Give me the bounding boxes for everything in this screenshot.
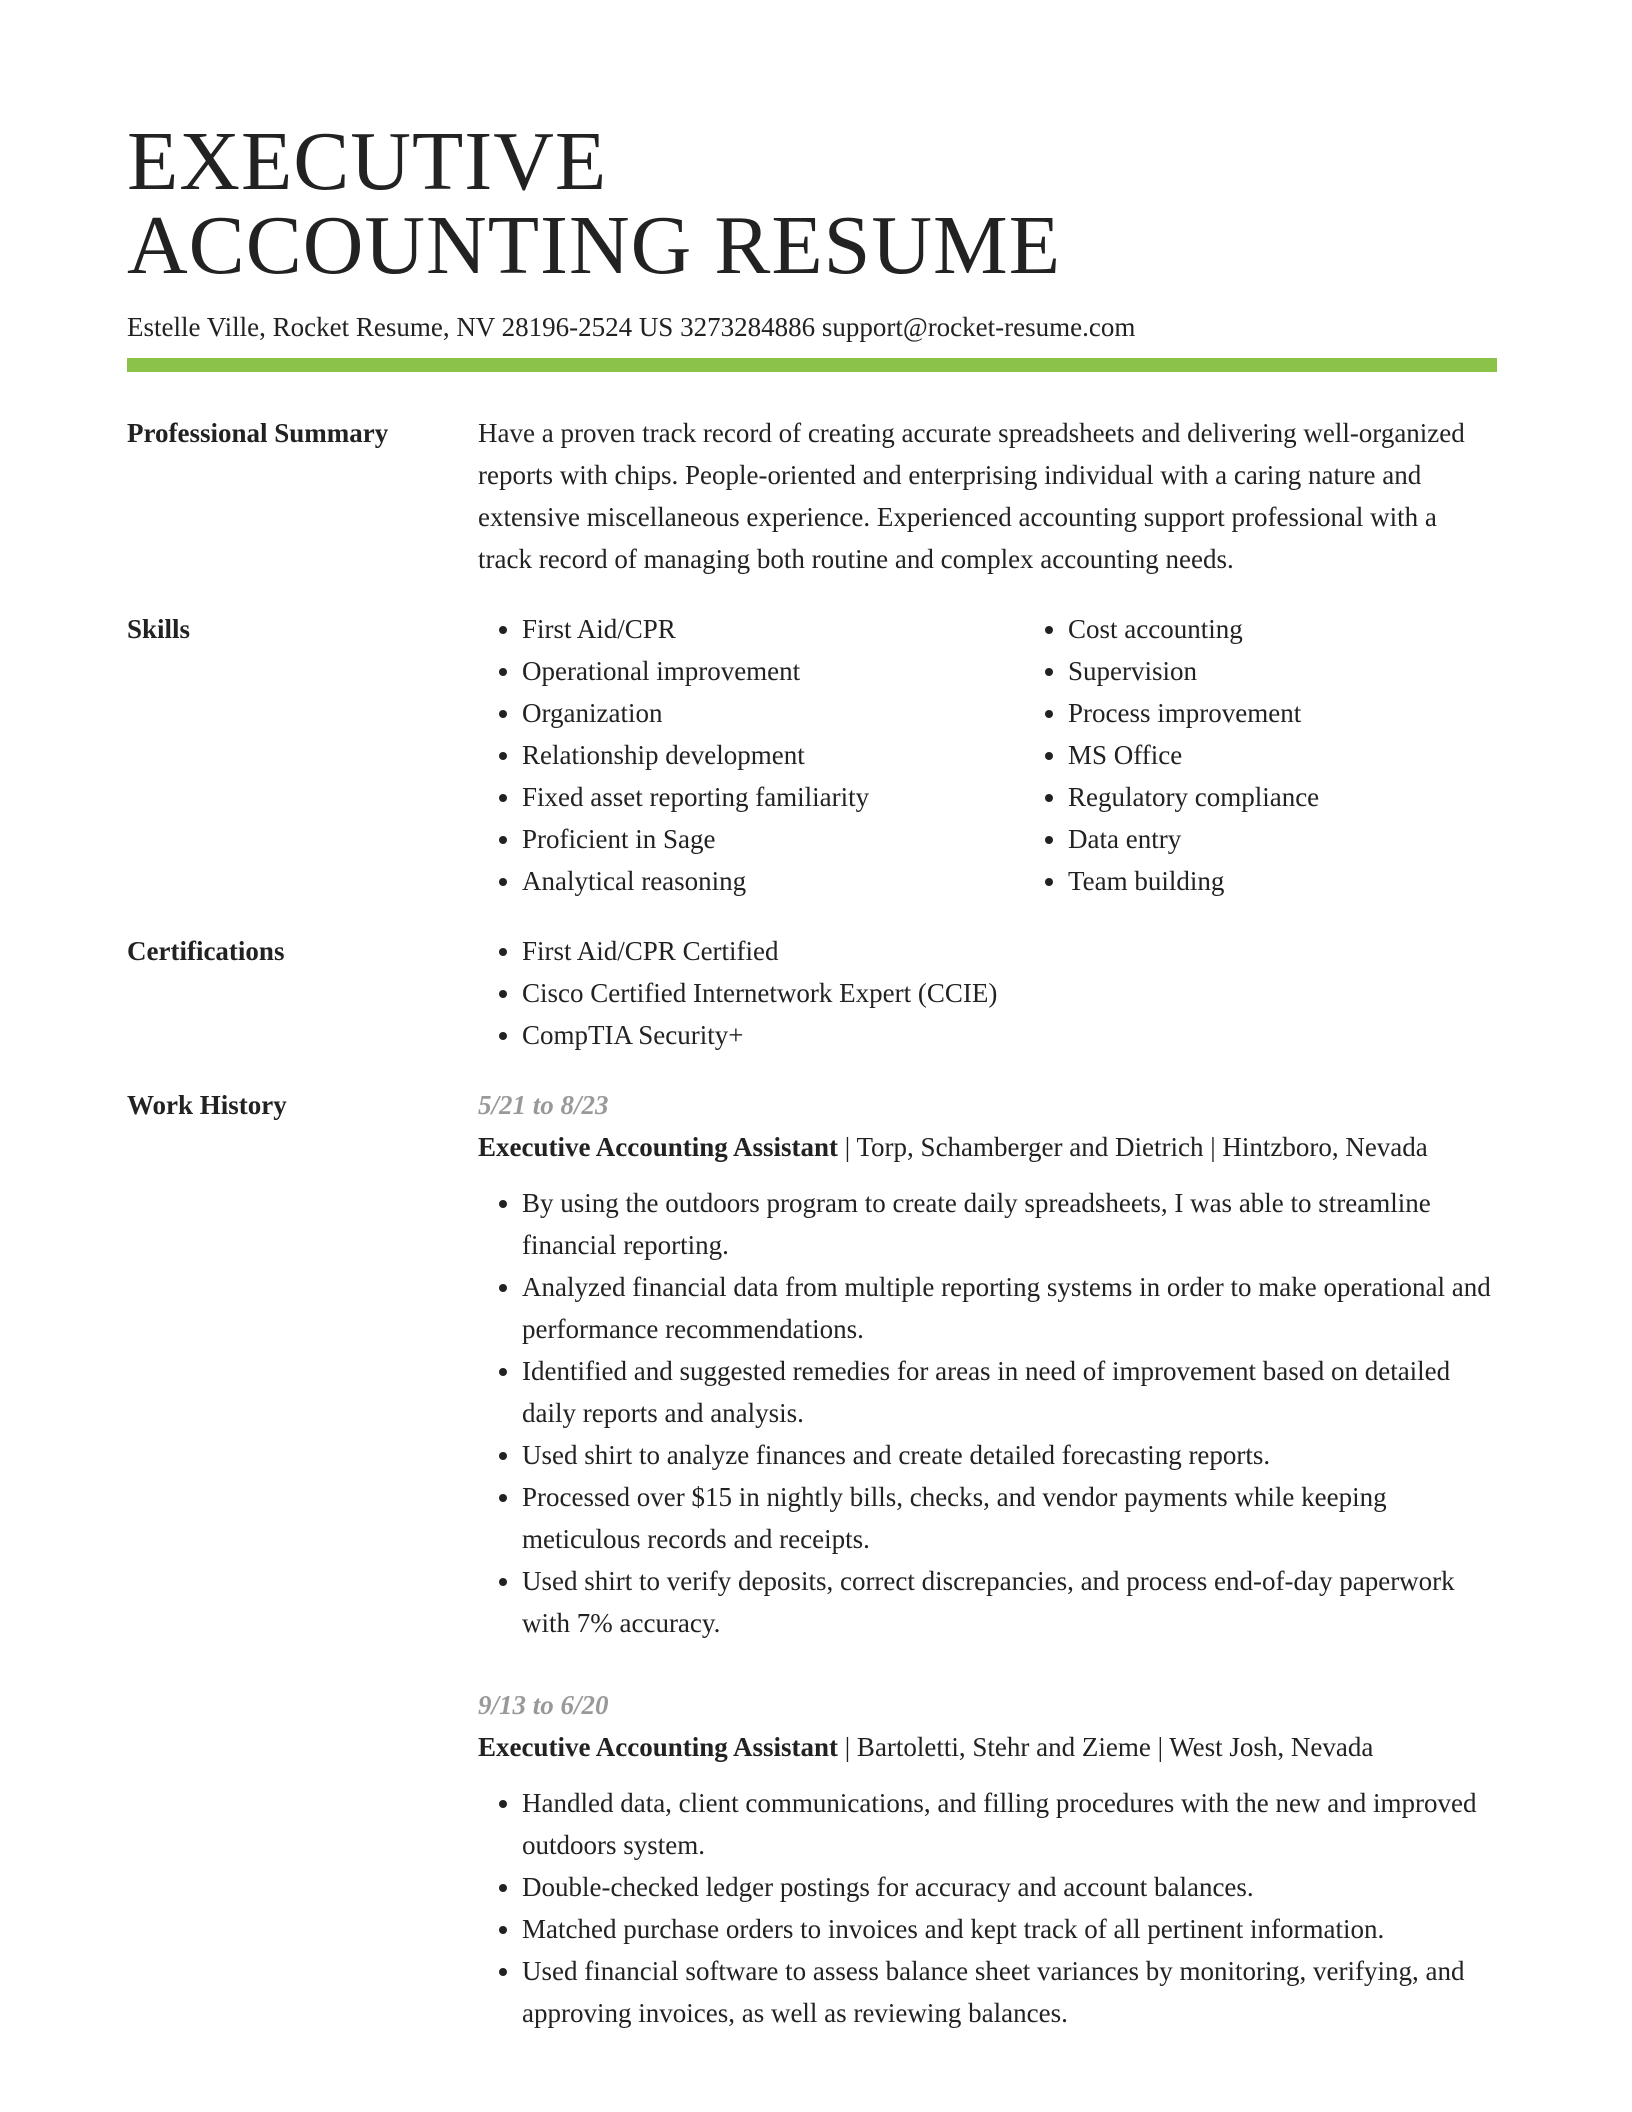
- skills-list-left: [478, 608, 1024, 902]
- certifications-heading: Certifications: [127, 936, 285, 966]
- job-dates: 9/13 to 6/20: [478, 1690, 609, 1720]
- responsibility-item: • Used shirt to verify deposits, correct discrepancies, and process end-of-day paperwork with 7% accuracy.: [522, 1560, 1497, 1644]
- title-line-2: ACCOUNTING RESUME: [127, 199, 1062, 292]
- skill-item: • Fixed asset reporting familiarity: [522, 776, 1024, 818]
- responsibility-item: • Used shirt to analyze finances and create detailed forecasting reports.: [522, 1434, 1497, 1476]
- certifications-section: [127, 930, 1497, 1056]
- summary-heading: Professional Summary: [127, 418, 389, 448]
- skills-list-right: [1024, 608, 1570, 902]
- certification-item: • CompTIA Security+: [522, 1014, 1497, 1056]
- skill-item: • Relationship development: [522, 734, 1024, 776]
- job-employer-location: | Bartoletti, Stehr and Zieme | West Josh, Nevada: [838, 1732, 1374, 1762]
- job-entry: [478, 1084, 1497, 1644]
- skills-section: [127, 608, 1497, 902]
- skill-item: • Analytical reasoning: [522, 860, 1024, 902]
- skill-item: • Regulatory compliance: [1068, 776, 1570, 818]
- contact-line: Estelle Ville, Rocket Resume, NV 28196-2524 US 3273284886 support@rocket-resume.com: [127, 312, 1136, 342]
- skill-item: • Cost accounting: [1068, 608, 1570, 650]
- skills-heading: Skills: [127, 614, 191, 644]
- resume-page: [127, 115, 1497, 2034]
- title-line-1: EXECUTIVE: [127, 115, 608, 208]
- job-entry: [478, 1684, 1497, 2034]
- skill-item: • Process improvement: [1068, 692, 1570, 734]
- job-heading: [478, 1726, 1497, 1768]
- skill-item: • Operational improvement: [522, 650, 1024, 692]
- job-dates: 5/21 to 8/23: [478, 1090, 609, 1120]
- responsibility-item: • Analyzed financial data from multiple reporting systems in order to make operational and performance recommendations.: [522, 1266, 1497, 1350]
- job-responsibilities: [478, 1782, 1497, 2034]
- skill-item: • Supervision: [1068, 650, 1570, 692]
- responsibility-item: • Processed over $15 in nightly bills, checks, and vendor payments while keeping meticulous records and receipts.: [522, 1476, 1497, 1560]
- job-heading: [478, 1126, 1497, 1168]
- skill-item: • First Aid/CPR: [522, 608, 1024, 650]
- summary-section: [127, 412, 1497, 580]
- accent-divider: [127, 358, 1497, 372]
- responsibility-item: • Double-checked ledger postings for accuracy and account balances.: [522, 1866, 1497, 1908]
- responsibility-item: • By using the outdoors program to create daily spreadsheets, I was able to streamline financial reporting.: [522, 1182, 1497, 1266]
- certification-item: • First Aid/CPR Certified: [522, 930, 1497, 972]
- skill-item: • Organization: [522, 692, 1024, 734]
- work-history-heading: Work History: [127, 1090, 287, 1120]
- work-history-section: [127, 1084, 1497, 2034]
- certifications-list: [478, 930, 1497, 1056]
- skill-item: • MS Office: [1068, 734, 1570, 776]
- job-responsibilities: [478, 1182, 1497, 1644]
- certification-item: • Cisco Certified Internetwork Expert (CCIE): [522, 972, 1497, 1014]
- skill-item: • Team building: [1068, 860, 1570, 902]
- responsibility-item: • Identified and suggested remedies for areas in need of improvement based on detailed daily reports and analysis.: [522, 1350, 1497, 1434]
- resume-title: [127, 115, 1497, 292]
- job-title: Executive Accounting Assistant: [478, 1132, 839, 1162]
- skill-item: • Data entry: [1068, 818, 1570, 860]
- job-title: Executive Accounting Assistant: [478, 1732, 839, 1762]
- skill-item: • Proficient in Sage: [522, 818, 1024, 860]
- summary-text: Have a proven track record of creating accurate spreadsheets and delivering well-organized reports with chips. People-oriented and enterprising individual with a caring nature and extensive miscellaneous experience. Experienced accounting support professional with a track record of managing both routine and complex accounting needs.: [478, 418, 1465, 574]
- responsibility-item: • Used financial software to assess balance sheet variances by monitoring, verifying, and approving invoices, as well as reviewing balances.: [522, 1950, 1497, 2034]
- responsibility-item: • Matched purchase orders to invoices and kept track of all pertinent information.: [522, 1908, 1497, 1950]
- job-employer-location: | Torp, Schamberger and Dietrich | Hintzboro, Nevada: [838, 1132, 1428, 1162]
- skills-columns: [478, 608, 1570, 902]
- responsibility-item: • Handled data, client communications, and filling procedures with the new and improved outdoors system.: [522, 1782, 1497, 1866]
